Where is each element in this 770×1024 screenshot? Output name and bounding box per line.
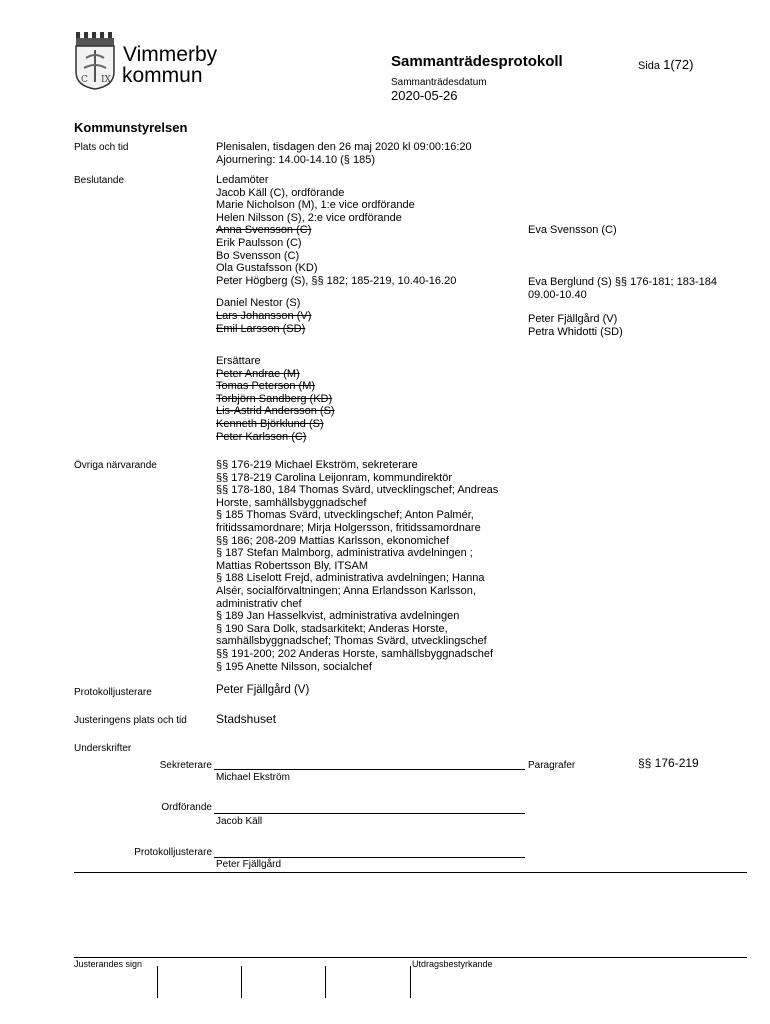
secretary-name: Michael Ekström: [216, 772, 290, 783]
member-item: Emil Larsson (SD): [216, 322, 306, 335]
page-number: 1(72): [663, 57, 694, 72]
alternate-item: Lis-Astrid Andersson (S): [216, 405, 335, 418]
others-line: fritidssamordnare; Mirja Holgersson, fritidssamordnare: [216, 521, 481, 534]
others-line: §§ 178-180, 184 Thomas Svärd, utvecklingschef; Andreas: [216, 484, 499, 497]
others-line: § 188 Liselott Frejd, administrativa avdelningen; Hanna: [216, 572, 485, 585]
adjuster-signature-line: [214, 857, 525, 858]
others-line: §§ 176-219 Michael Ekström, sekreterare: [216, 459, 418, 471]
alternate-item: Peter Andrae (M): [216, 367, 300, 380]
member-item: Erik Paulsson (C): [216, 236, 302, 249]
substitute-anna: Eva Svensson (C): [528, 224, 617, 236]
member-item: Marie Nicholson (M), 1:e vice ordförande: [216, 199, 415, 212]
place-line: Ajournering: 14.00-14.10 (§ 185): [216, 153, 375, 166]
svg-text:C: C: [81, 75, 88, 85]
adjust-place-value: Stadshuset: [216, 712, 277, 726]
footer-rule: [74, 957, 747, 958]
member-item: Jacob Käll (C), ordförande: [216, 186, 345, 199]
others-line: administrativ chef: [216, 597, 302, 610]
secretary-label: Sekreterare: [159, 760, 212, 771]
substitute-line: 09.00-10.40: [528, 288, 587, 301]
adjust-place-label: Justeringens plats och tid: [74, 715, 187, 726]
others-line: §§ 178-219 Carolina Leijonram, kommundirektör: [216, 471, 453, 484]
coat-of-arms-icon: [74, 32, 118, 90]
others-line: Mattias Robertsson Bly, ITSAM: [216, 559, 369, 572]
footer-divider: [410, 966, 411, 998]
others-line: Horste, samhällsbyggnadschef: [216, 496, 367, 509]
others-line: § 189 Jan Hasselkvist, administrativa avdelningen: [216, 610, 460, 623]
others-line: § 185 Thomas Svärd, utvecklingschef; Anton Palmér,: [216, 509, 474, 522]
chair-signature-line: [214, 813, 525, 814]
decision-makers-label: Beslutande: [74, 175, 125, 186]
logo-name: [123, 44, 217, 86]
others-line: samhällsbyggnadschef; Thomas Svärd, utvecklingschef: [216, 635, 487, 648]
member-item: Ola Gustafsson (KD): [216, 262, 318, 275]
members-heading: Ledamöter: [216, 174, 269, 186]
others-line: Alsér, socialförvaltningen; Anna Erlandsson Karlsson,: [216, 584, 476, 597]
alternate-item: Tomas Peterson (M): [216, 380, 316, 393]
alternates-list: [216, 355, 335, 443]
logo-name-line2: kommun: [122, 64, 203, 87]
others-line: § 195 Anette Nilsson, socialchef: [216, 660, 372, 673]
substitute-emil: Petra Whidotti (SD): [528, 326, 623, 338]
substitute-peter: [528, 276, 717, 301]
footer-divider: [241, 966, 242, 998]
others-line: § 190 Sara Dolk, stadsarkitekt; Anderas Horste,: [216, 622, 448, 635]
logo-name-line1: Vimmerby: [123, 43, 218, 66]
others-line: §§ 186; 208-209 Mattias Karlsson, ekonomichef: [216, 534, 449, 547]
footer-extract-label: Utdragsbestyrkande: [412, 959, 493, 969]
chair-label: Ordförande: [161, 802, 212, 813]
place-label: Plats och tid: [74, 142, 129, 153]
svg-text:IX: IX: [101, 75, 111, 85]
section-divider: [74, 872, 747, 873]
others-line: § 187 Stefan Malmborg, administrativa avdelningen ;: [216, 547, 473, 560]
place-line: Plenisalen, tisdagen den 26 maj 2020 kl 09:00:16:20: [216, 141, 472, 153]
alternate-item: Kenneth Björklund (S): [216, 417, 324, 430]
alternates-heading: Ersättare: [216, 355, 261, 367]
member-item: Daniel Nestor (S): [216, 297, 301, 310]
signatures-heading: Underskrifter: [74, 743, 132, 754]
substitute-line: Eva Berglund (S) §§ 176-181; 183-184: [528, 276, 717, 288]
footer-divider: [157, 966, 158, 998]
paragraphs-label: Paragrafer: [528, 760, 576, 771]
meeting-date: 2020-05-26: [391, 88, 458, 103]
members-list: [216, 174, 526, 335]
page-label: Sida: [638, 60, 661, 72]
others-line: §§ 191-200; 202 Anderas Horste, samhällsbyggnadschef: [216, 647, 494, 660]
footer-adjuster-sign-label: Justerandes sign: [74, 959, 143, 969]
footer-divider: [325, 966, 326, 998]
secretary-signature-line: [214, 769, 525, 770]
page-indicator: [638, 57, 693, 72]
chair-name: Jacob Käll: [216, 816, 263, 827]
organ-heading: Kommunstyrelsen: [74, 120, 188, 135]
others-label: Övriga närvarande: [74, 460, 157, 471]
adjuster-value: Peter Fjällgård (V): [216, 684, 310, 696]
member-item: Peter Högberg (S), §§ 182; 185-219, 10.40-16.20: [216, 274, 457, 287]
substitute-lars: Peter Fjällgård (V): [528, 313, 618, 325]
adjuster-sig-name: Peter Fjällgård: [216, 859, 282, 870]
paragraphs-value: §§ 176-219: [638, 756, 699, 770]
alternate-item: Torbjörn Sandberg (KD): [216, 392, 333, 405]
document-title: Sammanträdesprotokoll: [391, 53, 563, 70]
meeting-date-label: Sammanträdesdatum: [391, 77, 487, 88]
member-item: Bo Svensson (C): [216, 249, 300, 262]
adjuster-sig-label: Protokolljusterare: [134, 847, 212, 858]
member-item: Helen Nilsson (S), 2:e vice ordförande: [216, 211, 402, 224]
alternate-item: Peter Karlsson (C): [216, 430, 307, 443]
adjuster-label: Protokolljusterare: [74, 687, 152, 698]
others-list: [216, 459, 536, 673]
member-item: Lars Johansson (V): [216, 309, 312, 322]
member-item: Anna Svensson (C): [216, 224, 312, 237]
place-value: [216, 141, 472, 166]
